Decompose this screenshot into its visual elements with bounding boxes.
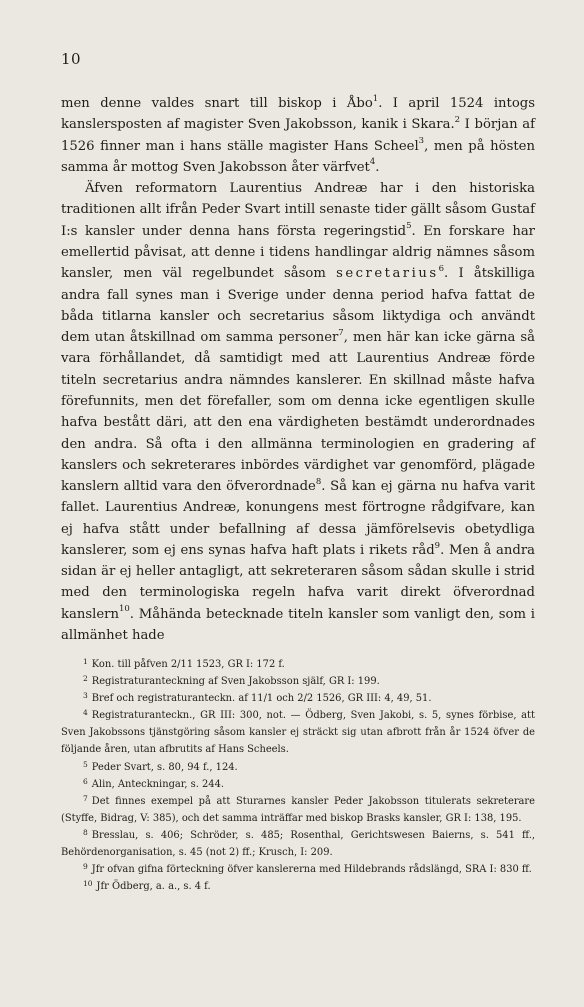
text-run: . Men å andra sidan är ej heller antagligt, att sekreteraren såsom sådan skulle i strid med den terminologiska regeln hafva varit direkt öfverordnad kanslern [61, 542, 535, 622]
footnote-marker: 1 [83, 657, 88, 666]
footnote-reference: 6 [438, 263, 445, 274]
footnote-text: Alin, Anteckningar, s. 244. [91, 778, 225, 790]
footnote [61, 793, 535, 827]
footnote-text: Registraturanteckning af Sven Jakobsson själf, GR I: 199. [91, 676, 380, 688]
body-paragraph [61, 93, 535, 178]
footnote [61, 776, 535, 793]
footnote [61, 673, 535, 690]
text-run: Äfven reformatorn Laurentius Andreæ har i den historiska traditionen allt ifrån Peder Svart intill senaste tider gällt såsom Gustaf I:s kansler under denna hans första regeringstid [61, 181, 535, 239]
footnote-reference: 9 [434, 540, 441, 551]
text-run: men denne valdes snart till biskop i Åbo [61, 96, 373, 111]
text-run: . I åtskilliga andra fall synes man i Sverige under denna period hafva fattat de båda titlarna kansler och secretarius såsom liktydiga och användt dem utan åtskillnad om samma personer [61, 266, 535, 346]
text-run: . I april 1524 intogs kanslersposten af magister Sven Jakobsson, kanik i Skara. [61, 96, 535, 133]
footnote-marker: 3 [83, 691, 88, 701]
page-number: 10 [61, 50, 82, 68]
text-run: , men på hösten samma år mottog Sven Jakobsson åter värfvet [61, 138, 535, 175]
footnote-text: Registraturanteckn., GR III: 300, not. — Ödberg, Sven Jakobi, s. 5, synes förbise, att Sven Jakobssons tjänstgöring såsom kansler ej sträckt sig utan afbrott från år 1524 öfver de följande åren, utan afbrutits af Hans Scheels. [61, 710, 535, 756]
footnote-reference: 1 [372, 93, 379, 104]
footnote-reference: 3 [418, 136, 425, 147]
footnote-reference: 2 [454, 114, 461, 125]
footnote-reference: 4 [369, 157, 376, 168]
footnote [61, 861, 535, 878]
spaced-term: secretarius [336, 266, 439, 282]
footnote-marker: 4 [83, 708, 88, 718]
text-run: . En forskare har emellertid påvisat, att denne i tidens handlingar aldrig nämnes såsom kansler, men väl regelbundet såsom [61, 223, 535, 282]
footnote-reference: 8 [315, 476, 322, 487]
footnote [61, 878, 535, 895]
footnote-marker: 10 [83, 879, 93, 889]
footnote-reference: 7 [338, 327, 344, 338]
footnote-text: Jfr ofvan gifna förteckning öfver kanslererna med Hildebrands rådslängd, SRA I: 830 ff. [91, 864, 532, 876]
footnote-marker: 5 [83, 759, 88, 769]
footnote [61, 656, 535, 673]
body-paragraph [61, 178, 535, 646]
footnote-text: Bresslau, s. 406; Schröder, s. 485; Rosenthal, Gerichtswesen Baierns, s. 541 ff., Behördenorganisation, s. 45 (not 2) ff.; Krusch, I: 209. [61, 829, 535, 859]
footnote [61, 827, 535, 861]
footnote-marker: 6 [83, 776, 88, 786]
footnote-marker: 8 [83, 827, 88, 837]
text-run: . [375, 159, 380, 175]
footnote-text: Jfr Ödberg, a. a., s. 4 f. [96, 881, 211, 893]
main-text [61, 93, 535, 646]
text-run: . Så kan ej gärna nu hafva varit fallet. Laurentius Andreæ, konungens mest förtrogne rådgifvare, kan ej hafva stått under befallning af dessa jämförelsevis obetydliga kanslerer, som ej ens synas hafva haft plats i rikets råd [61, 479, 536, 558]
footnote-text: Peder Svart, s. 80, 94 f., 124. [91, 761, 238, 773]
text-run: . Måhända betecknade titeln kansler som vanligt den, som i allmänhet hade [61, 606, 535, 644]
footnote [61, 707, 535, 758]
footnote-reference: 10 [118, 604, 130, 615]
footnote-reference: 5 [406, 221, 412, 232]
footnotes [61, 656, 535, 895]
footnote [61, 759, 535, 776]
footnote-text: Kon. till påfven 2/11 1523, GR I: 172 f. [91, 659, 285, 670]
footnote-marker: 7 [83, 793, 88, 803]
footnote-marker: 9 [83, 862, 88, 872]
footnote-text: Bref och registraturanteckn. af 11/1 och 2/2 1526, GR III: 4, 49, 51. [91, 693, 432, 705]
footnote [61, 690, 535, 707]
text-run: , men här kan icke gärna så vara förhållandet, då samtidigt med att Laurentius Andreæ förde titeln secretarius andra nämndes kanslerer. En skillnad måste hafva förefunnits, men det förefaller, som om denna icke egentligen skulle hafva bestått däri, att den ena värdigheten bestämdt underordnades den andra. Så ofta i den allmänna terminologien en gradering af kanslers och sekreterares inbördes värdighet var genomförd, plägade kanslern alltid vara den öfverordnade [61, 330, 535, 495]
footnote-text: Det finnes exempel på att Sturarnes kansler Peder Jakobsson titulerats sekreterare (Styffe, Bidrag, V: 385), och det samma inträffar med biskop Brasks kansler, GR I: 138, 195. [61, 795, 535, 824]
footnote-marker: 2 [83, 674, 88, 684]
text-run: I början af 1526 finner man i hans ställe magister Hans Scheel [61, 117, 535, 154]
